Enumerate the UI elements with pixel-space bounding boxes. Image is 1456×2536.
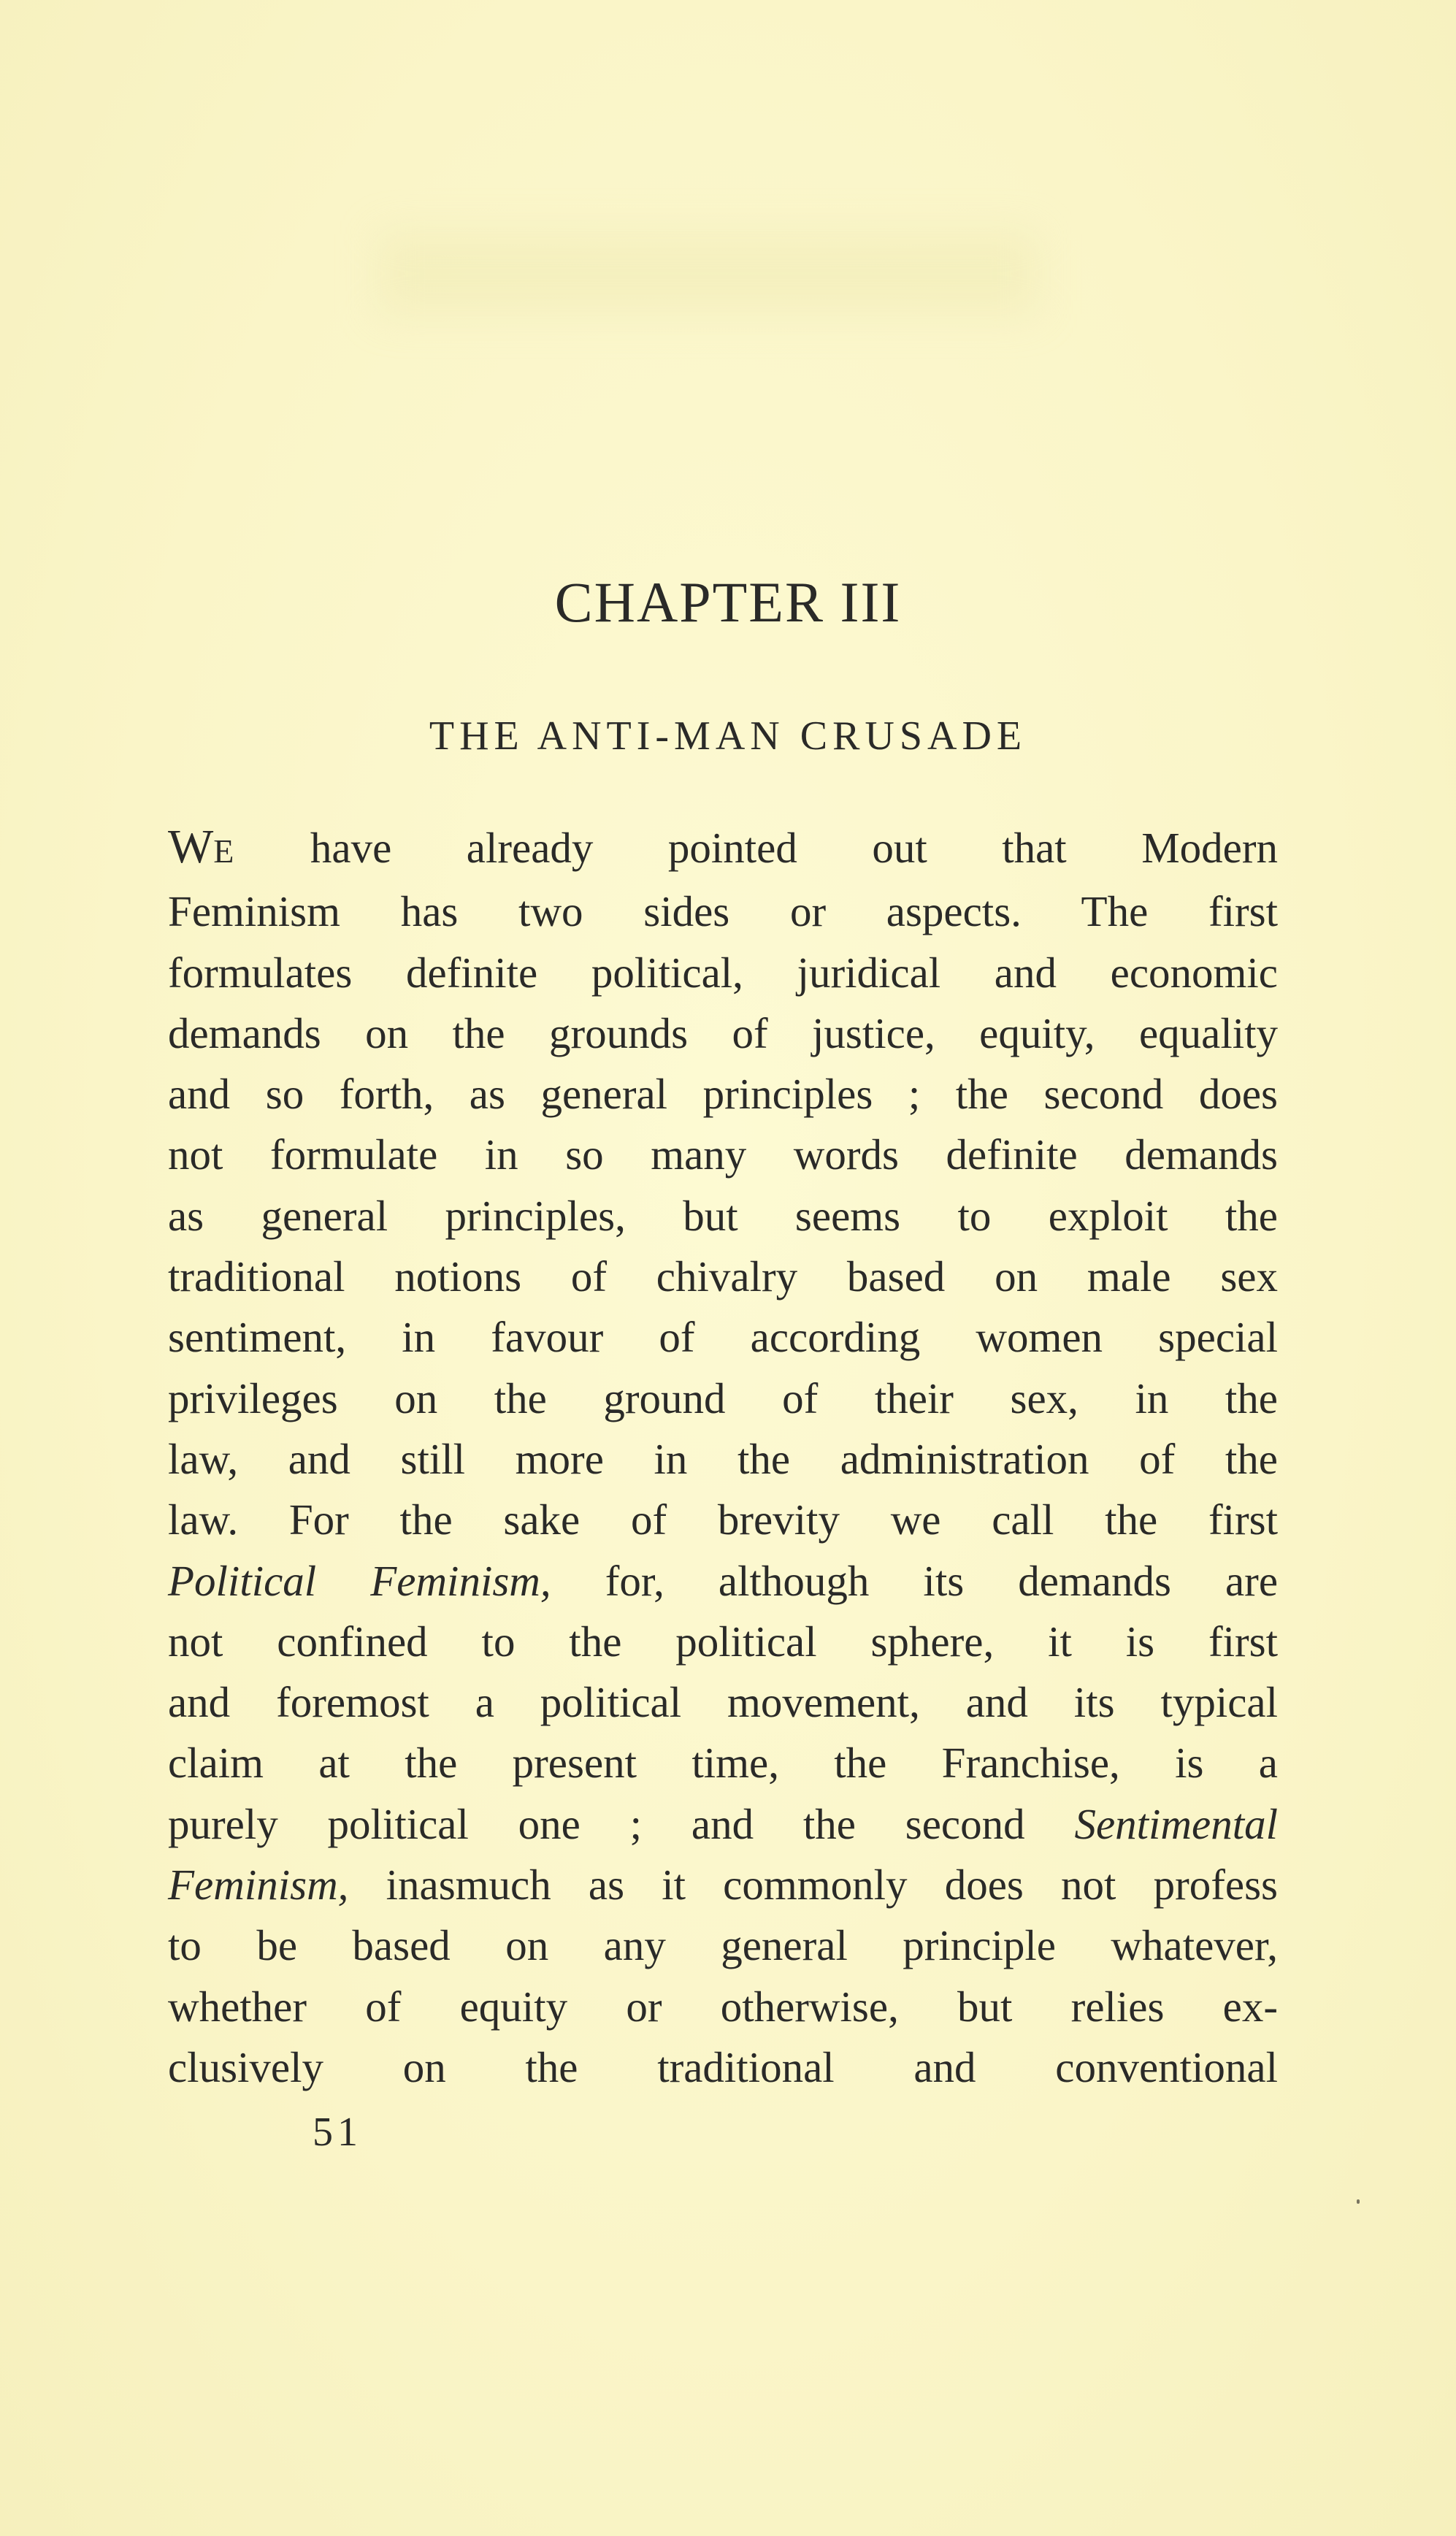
- text-line-19: to be based on any general principle whatever,: [168, 1921, 1278, 1970]
- text-line-14: not confined to the political sphere, it is first: [168, 1617, 1278, 1666]
- text-line-6: not formulate in so many words definite demands: [168, 1130, 1278, 1179]
- text-line-8: traditional notions of chivalry based on male sex: [168, 1252, 1278, 1301]
- text-line-10: privileges on the ground of their sex, in the: [168, 1374, 1278, 1422]
- show-through-shadow: [380, 234, 1037, 314]
- text-line-13: [168, 1551, 1278, 1612]
- page-number: 51: [313, 2110, 362, 2155]
- text-line-1: [168, 816, 1278, 881]
- italic-term-feminism: Feminism,: [168, 1861, 349, 1909]
- line-18-rest: inasmuch as it commonly does not profess: [348, 1861, 1278, 1909]
- drop-letter: W: [168, 820, 214, 873]
- text-line-2: Feminism has two sides or aspects. The first: [168, 887, 1278, 936]
- small-cap-letter: E: [213, 832, 236, 870]
- text-line-7: as general principles, but seems to exploit the: [168, 1191, 1278, 1240]
- text-line-4: demands on the grounds of justice, equity, equality: [168, 1008, 1278, 1057]
- text-line-9: sentiment, in favour of according women special: [168, 1313, 1278, 1362]
- line-1-rest: have already pointed out that Modern: [235, 824, 1278, 872]
- line-13-rest: for, although its demands are: [551, 1556, 1279, 1605]
- line-17-start: purely political one ; and the second: [168, 1799, 1075, 1848]
- text-line-21: clusively on the traditional and conventional: [168, 2042, 1278, 2091]
- text-line-18: [168, 1855, 1278, 1915]
- paper-speck: [1357, 2199, 1360, 2204]
- italic-term-sentimental: Sentimental: [1074, 1799, 1278, 1848]
- text-line-11: law, and still more in the administration of the: [168, 1434, 1278, 1483]
- chapter-heading: CHAPTER III: [554, 570, 902, 634]
- text-line-15: and foremost a political movement, and its typical: [168, 1678, 1278, 1727]
- chapter-title: THE ANTI-MAN CRUSADE: [429, 713, 1027, 759]
- text-line-16: claim at the present time, the Franchise, is a: [168, 1739, 1278, 1788]
- body-paragraph: [168, 816, 1278, 2098]
- italic-term-political-feminism: Political Feminism,: [168, 1556, 551, 1605]
- text-line-20: whether of equity or otherwise, but relies ex-: [168, 1982, 1278, 2031]
- text-line-3: formulates definite political, juridical and economic: [168, 948, 1278, 997]
- text-line-12: law. For the sake of brevity we call the first: [168, 1495, 1278, 1544]
- text-line-17: [168, 1794, 1278, 1855]
- text-line-5: and so forth, as general principles ; the second does: [168, 1070, 1278, 1119]
